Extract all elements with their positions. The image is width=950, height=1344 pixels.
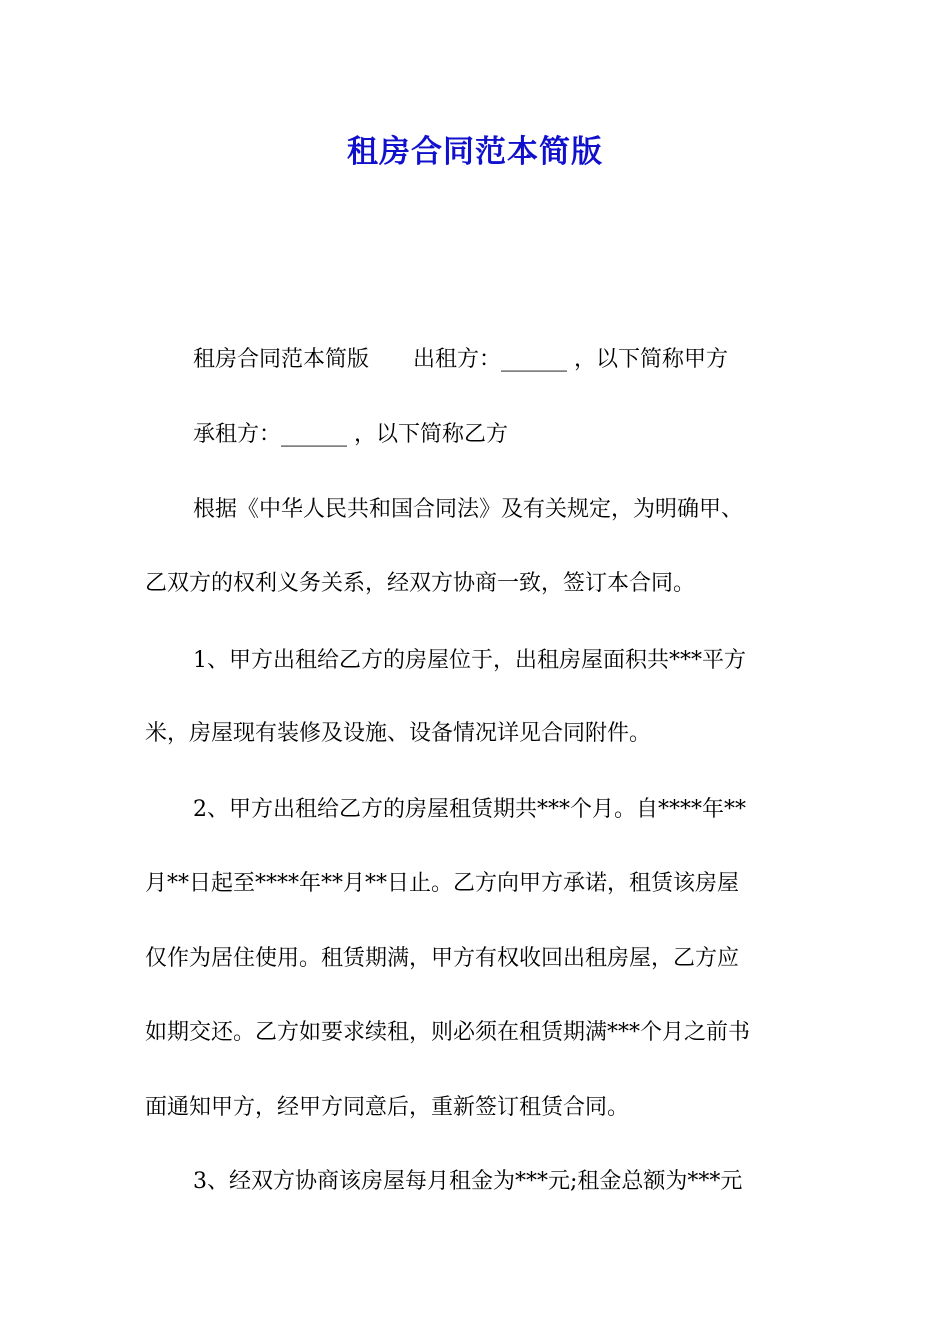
text-line-2: 承租方：______ ，以下简称乙方	[193, 422, 508, 447]
document-title: 租房合同范本简版	[347, 134, 603, 170]
text-line-1: 租房合同范本简版 出租方：______ ，以下简称甲方	[193, 347, 728, 372]
text-line-6: 米，房屋现有装修及设施、设备情况详见合同附件。	[145, 721, 652, 746]
text-line-7: 2、甲方出租给乙方的房屋租赁期共***个月。自****年**	[193, 797, 746, 822]
text-line-12: 3、经双方协商该房屋每月租金为***元;租金总额为***元	[193, 1169, 743, 1194]
text-line-5: 1、甲方出租给乙方的房屋位于，出租房屋面积共***平方	[193, 648, 746, 673]
text-line-9: 仅作为居住使用。租赁期满，甲方有权收回出租房屋，乙方应	[145, 946, 740, 971]
text-line-3: 根据《中华人民共和国合同法》及有关规定，为明确甲、	[193, 497, 744, 522]
text-line-8: 月**日起至****年**月**日止。乙方向甲方承诺，租赁该房屋	[145, 871, 740, 896]
text-line-10: 如期交还。乙方如要求续租，则必须在租赁期满***个月之前书	[145, 1020, 751, 1045]
text-line-4: 乙双方的权利义务关系，经双方协商一致，签订本合同。	[145, 571, 696, 596]
text-line-11: 面通知甲方，经甲方同意后，重新签订租赁合同。	[145, 1095, 630, 1120]
